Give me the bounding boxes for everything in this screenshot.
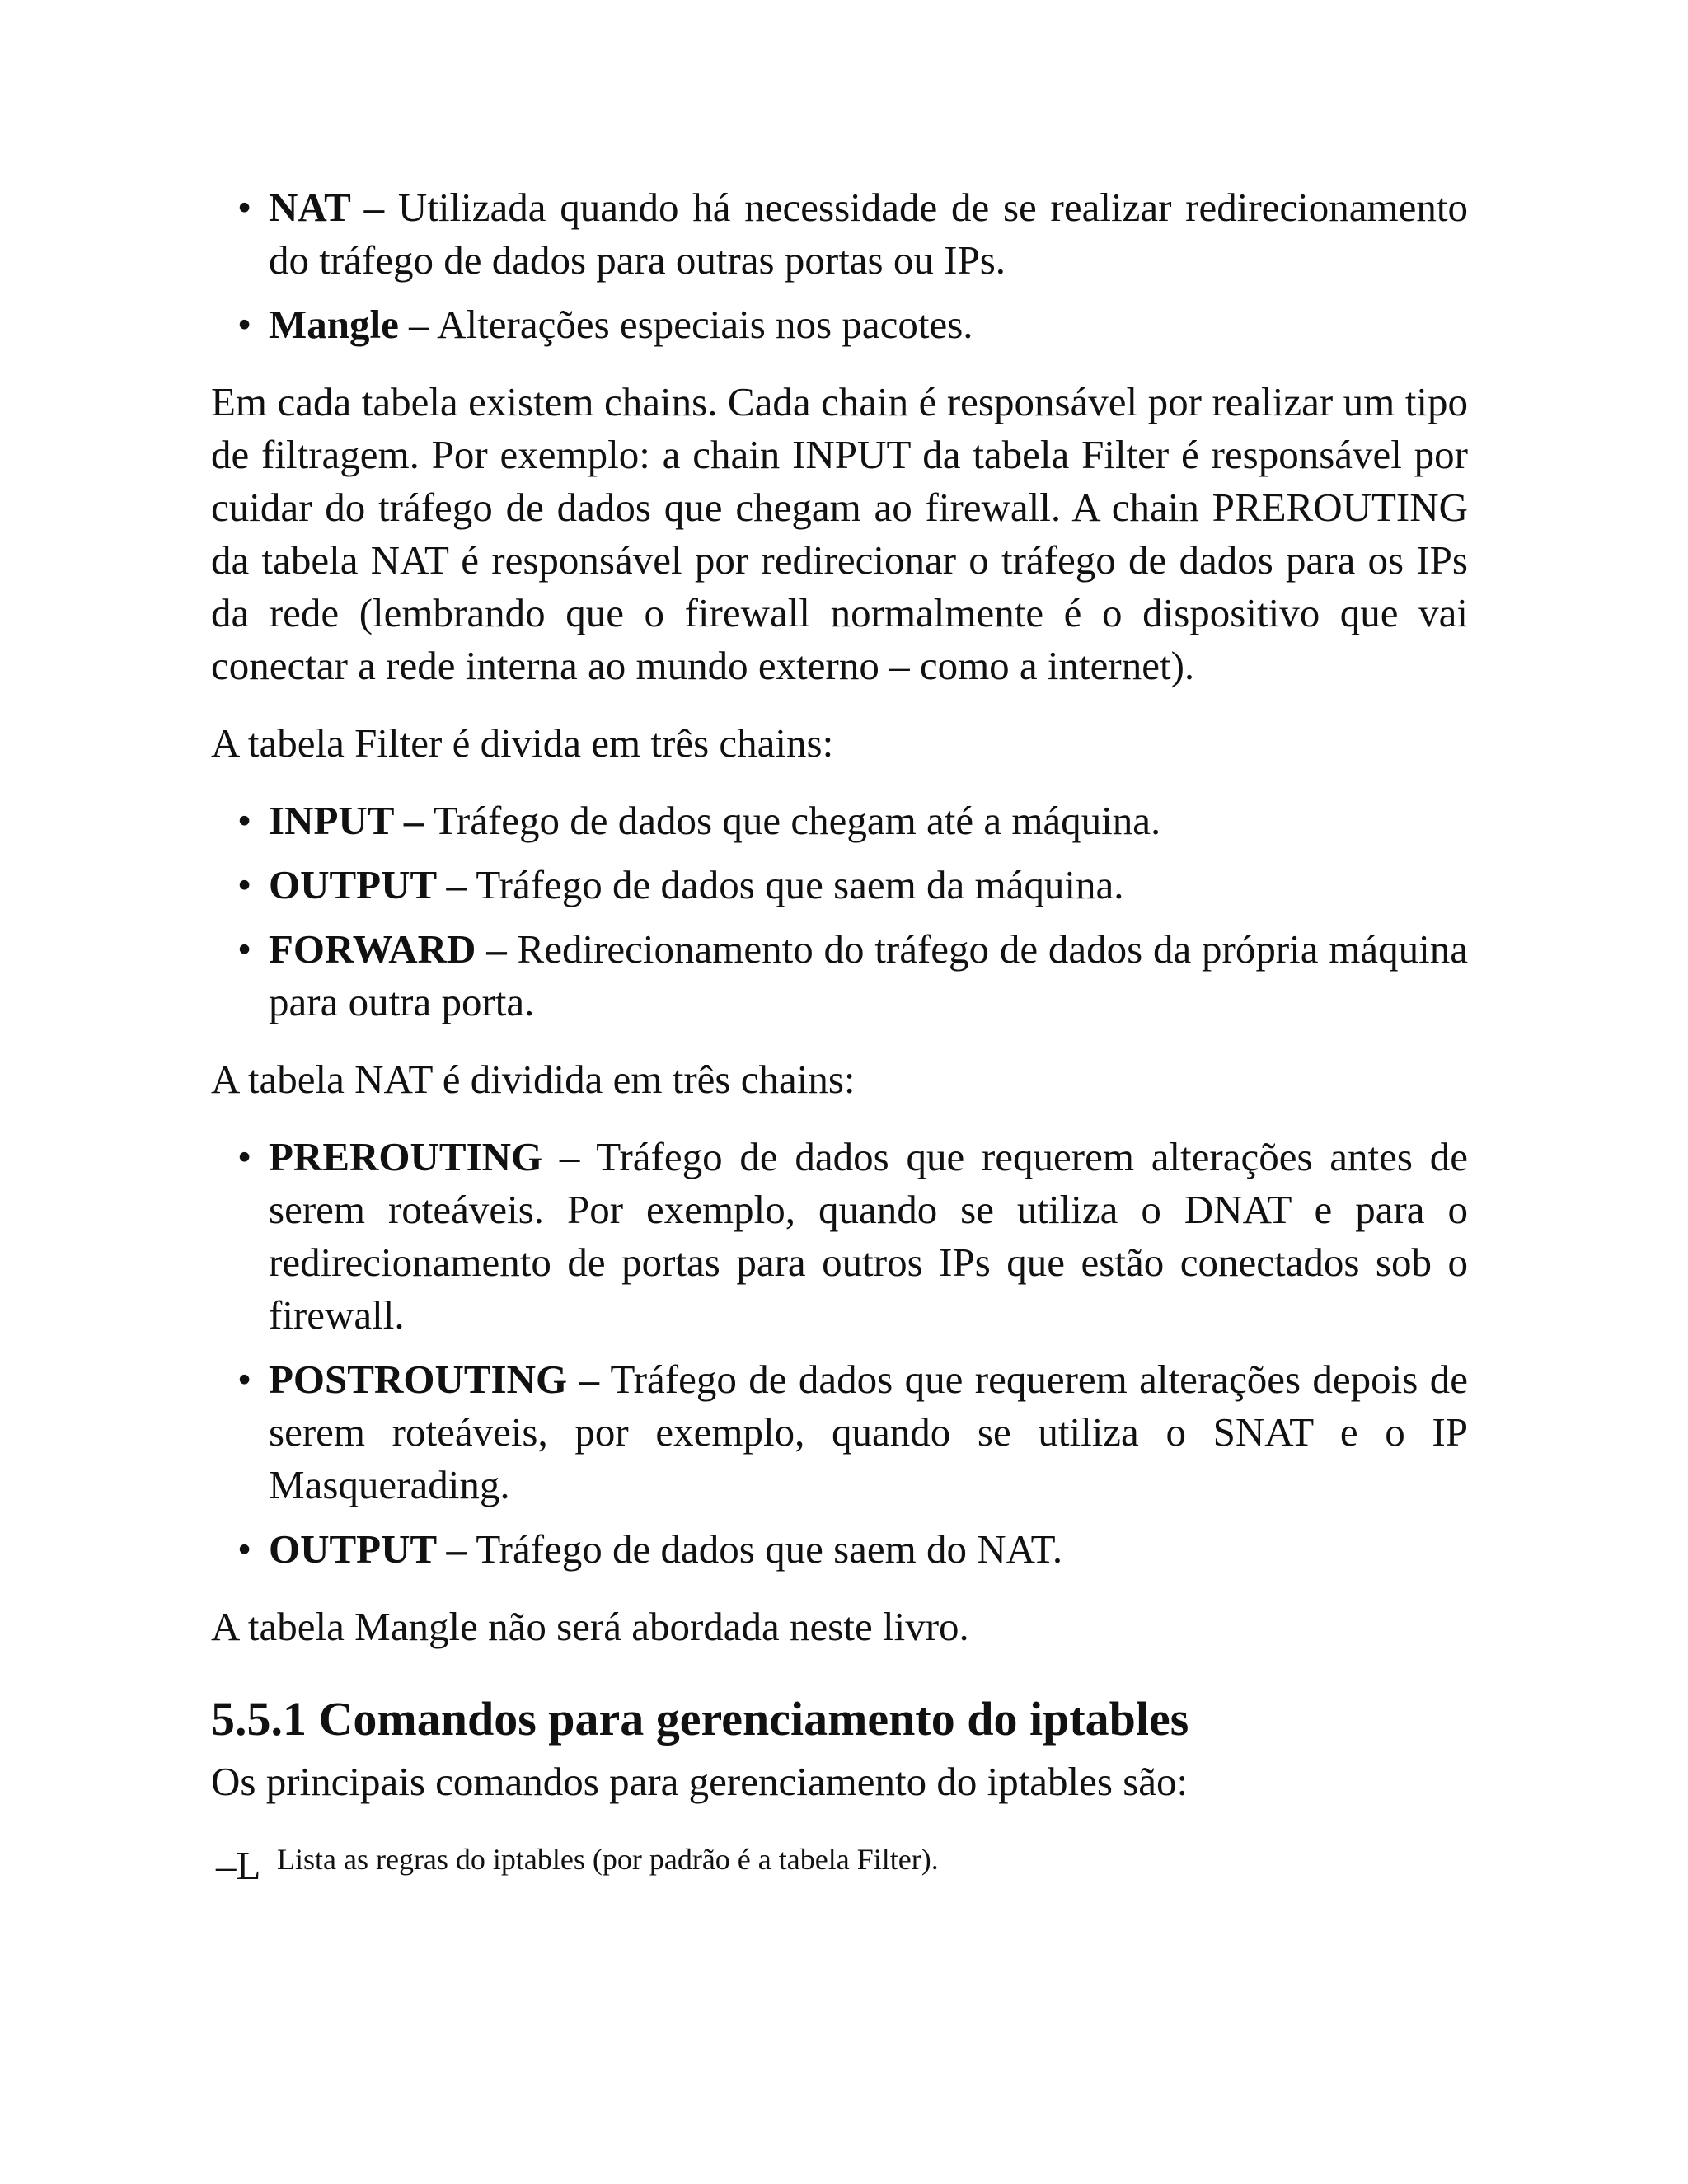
term-postrouting: POSTROUTING –: [269, 1357, 600, 1402]
paragraph-nat-intro: A tabela NAT é dividida em três chains:: [211, 1057, 856, 1102]
bullet-icon: •: [237, 798, 252, 843]
list-item-output: [211, 859, 1468, 912]
paragraph-chains: Em cada tabela existem chains. Cada chain é responsável por realizar um tipo de filtragem. Por exemplo: a chain INPUT da tabela Filter é responsável por cuidar do tráfego de dados que chegam ao firewall. A chain PREROUTING da tabela NAT é responsável por redirecionar o tráfego de dados para os IPs da rede (lembrando que o firewall normalmente é o dispositivo que vai conectar a rede interna ao mundo externo – como a internet).: [211, 379, 1468, 688]
desc-output: Tráfego de dados que saem da máquina.: [467, 862, 1124, 907]
desc-nat: Utilizada quando há necessidade de se realizar redirecionamento do tráfego de dados para outras portas ou IPs.: [269, 185, 1468, 283]
option-flag: –L: [216, 1843, 261, 1888]
section-heading: 5.5.1 Comandos para gerenciamento do iptables: [211, 1692, 1189, 1746]
desc-forward: Redirecionamento do tráfego de dados da própria máquina para outra porta.: [269, 926, 1469, 1024]
desc-input: Tráfego de dados que chegam até a máquina.: [424, 798, 1161, 843]
desc-prerouting: – Tráfego de dados que requerem alterações antes de serem roteáveis. Por exemplo, quando se utiliza o DNAT e para o redirecionamento de portas para outros IPs que estão conectados sob o firewall.: [269, 1134, 1468, 1338]
term-output: OUTPUT –: [269, 862, 467, 907]
option-row: [211, 1833, 1468, 1886]
option-description: Lista as regras do iptables (por padrão é a tabela Filter).: [277, 1843, 939, 1876]
desc-nat-output: Tráfego de dados que saem do NAT.: [467, 1526, 1063, 1572]
term-mangle: Mangle: [269, 302, 399, 347]
paragraph-mangle: A tabela Mangle não será abordada neste livro.: [211, 1604, 969, 1649]
desc-postrouting: Tráfego de dados que requerem alterações depois de serem roteáveis, por exemplo, quando se utiliza o SNAT e o IP Masquerading.: [269, 1357, 1468, 1507]
bullet-icon: •: [237, 185, 252, 230]
desc-mangle: – Alterações especiais nos pacotes.: [398, 302, 973, 347]
bullet-icon: •: [237, 862, 252, 907]
bullet-icon: •: [237, 1134, 252, 1179]
paragraph-commands-intro: Os principais comandos para gerenciamento do iptables são:: [211, 1759, 1189, 1804]
bullet-icon: •: [237, 302, 252, 347]
list-item-nat-output: [211, 1523, 1468, 1576]
tables-list: [211, 181, 1468, 351]
bullet-icon: •: [237, 926, 252, 972]
paragraph-filter-intro: A tabela Filter é divida em três chains:: [211, 720, 834, 766]
term-input: INPUT –: [269, 798, 424, 843]
document-page: [211, 181, 1468, 1886]
nat-chains-list: [211, 1131, 1468, 1576]
term-forward: FORWARD –: [269, 926, 507, 972]
list-item-nat: [211, 181, 1468, 287]
term-nat-output: OUTPUT –: [269, 1526, 467, 1572]
list-item-forward: [211, 923, 1468, 1029]
term-nat: NAT –: [269, 185, 385, 230]
bullet-icon: •: [237, 1357, 252, 1402]
bullet-icon: •: [237, 1526, 252, 1572]
list-item-prerouting: [211, 1131, 1468, 1342]
filter-chains-list: [211, 794, 1468, 1029]
list-item-mangle: [211, 298, 1468, 351]
list-item-input: [211, 794, 1468, 847]
term-prerouting: PREROUTING: [269, 1134, 543, 1179]
list-item-postrouting: [211, 1353, 1468, 1511]
